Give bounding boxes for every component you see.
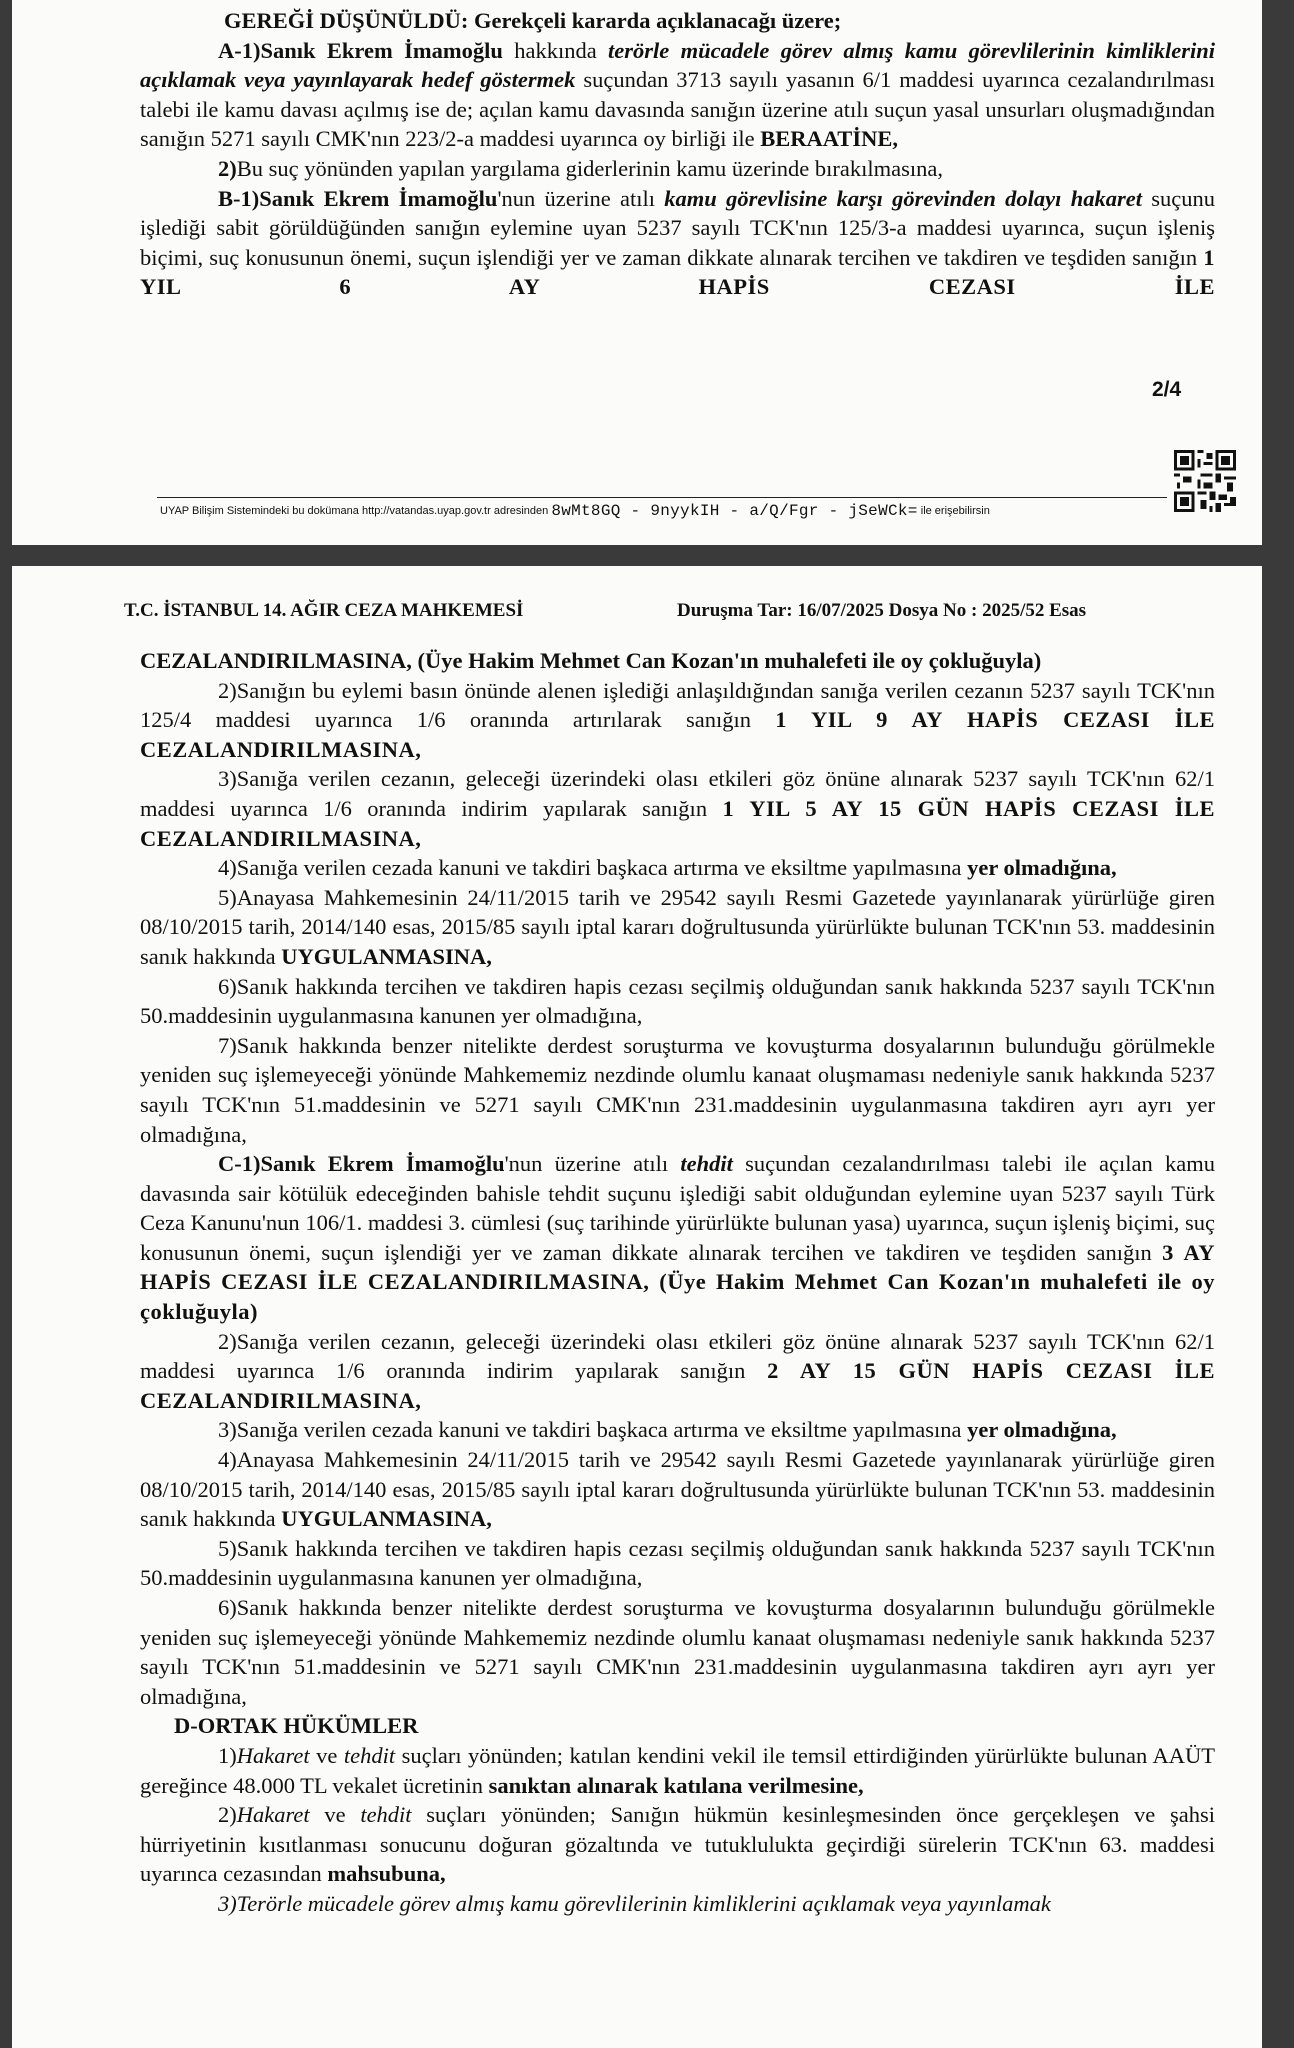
- paragraph-b7: 7)Sanık hakkında benzer nitelikte derdest soruşturma ve kovuşturma dosyalarının bulunduğu görülmekle yeniden suç işlemeyeceği yönünde Mahkememiz nezdinde olumlu kanaat oluşmaması nedeniyle sanık hakkında 5237 sayılı TCK'nın 51.maddesinin ve 5271 sayılı CMK'nın 231.maddesinin uygulanmasına takdiren ayrı ayrı yer olmadığına,: [140, 1032, 1215, 1147]
- d2-and: ve: [309, 1802, 361, 1828]
- d3-partial-text: 3)Terörle mücadele görev almış kamu görevlilerinin kimliklerini açıklamak veya yayınlamak: [218, 1890, 1051, 1916]
- d2-emphasis: mahsubuna,: [327, 1861, 446, 1887]
- paragraph-a2: [140, 154, 1215, 184]
- b1-defendant: Ekrem İmamoğlu: [323, 185, 498, 211]
- a1-charge: terörle mücadele görev almış kamu görevlilerinin kimliklerini açıklamak veya yayınlayarak hedef göstermek: [140, 37, 1215, 93]
- c1-text-2: suçundan cezalandırılması talebi ile açılan kamu davasında sair kötülük edeceğinden bahisle tehdit suçunu işlediği sabit olduğundan eylemine uyan 5237 sayılı Türk Ceza Kanunu'nun 106/1. maddesi 3. cümlesi (suç tarihinde yürürlükte bulunan yasa) uyarınca, suçun işleniş biçimi, suç konusunun önemi, suçun işlendiği yer ve zaman dikkate alınarak tercihen ve takdiren ve teşdiden sanığın: [140, 1151, 1215, 1265]
- court-name: T.C. İSTANBUL 14. AĞIR CEZA MAHKEMESİ: [124, 600, 524, 621]
- b1-sentence: 1 YIL 6 AY HAPİS CEZASI İLE: [140, 244, 1215, 300]
- b2-sentence: 1 YIL 9 AY HAPİS CEZASI İLE CEZALANDIRILMASINA,: [140, 707, 1216, 762]
- paragraph-c2: [140, 1327, 1215, 1416]
- paragraph-d1: [140, 1741, 1215, 1800]
- footer-access-code: 8wMt8GQ - 9nyykIH - a/Q/Fgr - jSeWCk=: [551, 502, 918, 520]
- paragraph-d3-partial: [140, 1889, 1215, 1919]
- b5-text: 5)Anayasa Mahkemesinin 24/11/2015 tarih ve 29542 sayılı Resmi Gazetede yayınlanarak yürürlüğe giren 08/10/2015 tarih, 2014/140 esas, 2015/85 sayılı iptal kararı doğrultusunda yürürlükte bulunan TCK'nın 53. maddesinin sanık hakkında: [140, 884, 1215, 969]
- section-d-heading: [140, 1711, 1215, 1741]
- paragraph-a1: [140, 36, 1215, 154]
- d2-text: suçları yönünden; Sanığın hükmün kesinleşmesinden önce gerçekleşen ve şahsi hürriyetinin kısıtlanması sonucunu doğuran gözaltında ve tutuklulukta geçirdiği sürelerin TCK'nın 63. maddesi uyarınca cezasından: [140, 1802, 1215, 1887]
- b4-emphasis: yer olmadığına,: [967, 855, 1117, 881]
- d1-label: 1): [218, 1742, 237, 1768]
- d1-charge-1: Hakaret: [236, 1742, 310, 1768]
- paragraph-c4: [140, 1445, 1215, 1534]
- paragraph-b4: [140, 853, 1215, 883]
- a1-text-2: suçundan 3713 sayılı yasanın 6/1 maddesi uyarınca cezalandırılması talebi ile kamu davası açılmış ise de; açılan kamu davasında sanığın üzerine atılı suçun yasal unsurları oluşmadığından sanığın 5271 sayılı CMK'nın 223/2-a maddesi uyarınca oy birliği ile: [140, 67, 1215, 152]
- verdict-heading: [140, 6, 1215, 36]
- verdict-heading-text: GEREĞİ DÜŞÜNÜLDÜ: Gerekçeli kararda açıklanacağı üzere;: [224, 8, 842, 33]
- paragraph-c3: [140, 1415, 1215, 1445]
- paragraph-c6: 6)Sanık hakkında benzer nitelikte derdest soruşturma ve kovuşturma dosyalarının bulunduğu görülmekle yeniden suç işlemeyeceği yönünde Mahkememiz nezdinde olumlu kanaat oluşmaması nedeniyle sanık hakkında 5237 sayılı TCK'nın 51.maddesinin ve 5271 sayılı CMK'nın 231.maddesinin uygulanmasına takdiren ayrı ayrı yer olmadığına,: [140, 1595, 1215, 1709]
- a2-label: 2): [218, 155, 237, 181]
- c1-defendant: Ekrem İmamoğlu: [327, 1151, 505, 1177]
- d2-charge-1: Hakaret: [236, 1802, 310, 1828]
- page2-content: [140, 646, 1215, 1919]
- c2-sentence: 2 AY 15 GÜN HAPİS CEZASI İLE CEZALANDIRILMASINA,: [140, 1358, 1215, 1413]
- page-number: 2/4: [1152, 378, 1182, 401]
- b3-text: 3)Sanığa verilen cezanın, geleceği üzerindeki olası etkileri göz önüne alınarak 5237 sayılı TCK'nın 62/1 maddesi uyarınca 1/6 oranında indirim yapılarak sanığın: [140, 766, 1215, 821]
- d2-charge-2: tehdit: [360, 1802, 412, 1828]
- a2-text: Bu suç yönünden yapılan yargılama giderlerinin kamu üzerinde bırakılmasına,: [236, 155, 944, 181]
- qr-code-icon: [1174, 450, 1236, 512]
- c3-emphasis: yer olmadığına,: [967, 1417, 1117, 1443]
- footer-text: UYAP Bilişim Sistemindeki bu dokümana http://vatandas.uyap.gov.tr adresinden: [160, 505, 552, 517]
- b2-text: 2)Sanığın bu eylemi basın önünde alenen işlediği anlaşıldığından sanığa verilen cezanın 5237 sayılı TCK'nın 125/4 maddesi uyarınca 1/6 oranında artırılarak sanığın: [140, 677, 1215, 733]
- page1-content: [140, 6, 1215, 302]
- b1-charge: kamu görevlisine karşı görevinden dolayı hakaret: [664, 185, 1142, 211]
- document-page-bottom: [12, 566, 1262, 2048]
- court-header: [124, 600, 1224, 622]
- paragraph-b2: [140, 676, 1215, 765]
- c3-text: 3)Sanığa verilen cezada kanuni ve takdiri başkaca artırma ve eksiltme yapılmasına: [218, 1417, 968, 1443]
- session-info: Duruşma Tar: 16/07/2025 Dosya No : 2025/52 Esas: [677, 600, 1087, 621]
- b5-emphasis: UYGULANMASINA,: [281, 943, 492, 969]
- paragraph-c1: [140, 1149, 1215, 1327]
- c4-text: 4)Anayasa Mahkemesinin 24/11/2015 tarih ve 29542 sayılı Resmi Gazetede yayınlanarak yürürlüğe giren 08/10/2015 tarih, 2014/140 esas, 2015/85 sayılı iptal kararı doğrultusunda yürürlükte bulunan TCK'nın 53. maddesinin sanık hakkında: [140, 1447, 1215, 1532]
- intro-line: CEZALANDIRILMASINA, (Üye Hakim Mehmet Can Kozan'ın muhalefeti ile oy çokluğuyla): [140, 648, 1042, 673]
- paragraph-b3: [140, 764, 1215, 853]
- d1-and: ve: [309, 1742, 344, 1768]
- document-page-top: [12, 0, 1262, 545]
- c1-charge: tehdit: [680, 1151, 733, 1177]
- c1-sentence: 3 AY HAPİS CEZASI İLE CEZALANDIRILMASINA, (Üye Hakim Mehmet Can Kozan'ın muhalefeti ile oy çokluğuyla): [140, 1239, 1215, 1325]
- paragraph-d2: [140, 1800, 1215, 1889]
- paragraph-c5: 5)Sanık hakkında tercihen ve takdiren hapis cezası seçilmiş olduğundan sanık hakkında 5237 sayılı TCK'nın 50.maddesinin uygulanmasına kanunen yer olmadığına,: [140, 1535, 1215, 1591]
- b4-text: 4)Sanığa verilen cezada kanuni ve takdiri başkaca artırma ve eksiltme yapılmasına: [218, 855, 968, 881]
- footer-tail: ile erişebilirsin: [917, 505, 990, 517]
- footer-divider: [157, 497, 1167, 498]
- a1-label: A-1)Sanık: [218, 37, 327, 63]
- a1-defendant: Ekrem İmamoğlu: [326, 37, 503, 63]
- c4-emphasis: UYGULANMASINA,: [281, 1506, 492, 1532]
- d1-emphasis: sanıktan alınarak katılana verilmesine,: [488, 1772, 864, 1798]
- a1-text-1: hakkında: [502, 37, 609, 63]
- paragraph-b6: 6)Sanık hakkında tercihen ve takdiren hapis cezası seçilmiş olduğundan sanık hakkında 5237 sayılı TCK'nın 50.maddesinin uygulanmasına kanunen yer olmadığına,: [140, 973, 1215, 1029]
- section-d-heading-text: D-ORTAK HÜKÜMLER: [174, 1713, 419, 1739]
- c1-label: C-1)Sanık: [218, 1151, 328, 1177]
- c2-text: 2)Sanığa verilen cezanın, geleceği üzerindeki olası etkileri göz önüne alınarak 5237 sayılı TCK'nın 62/1 maddesi uyarınca 1/6 oranında indirim yapılarak sanığın: [140, 1328, 1215, 1384]
- c1-text-1: 'nun üzerine atılı: [504, 1151, 681, 1177]
- b1-label: B-1)Sanık: [218, 185, 324, 211]
- paragraph-b5: [140, 883, 1215, 972]
- b1-text-1: 'nun üzerine atılı: [497, 185, 665, 211]
- b3-sentence: 1 YIL 5 AY 15 GÜN HAPİS CEZASI İLE CEZALANDIRILMASINA,: [140, 795, 1215, 851]
- d1-charge-2: tehdit: [343, 1742, 396, 1768]
- uyap-footer: [160, 502, 1180, 520]
- d1-text: suçları yönünden; katılan kendini vekil ile temsil ettirdiğinden yürürlükte bulunan AAÜT gereğince 48.000 TL vekalet ücretinin: [140, 1742, 1215, 1798]
- paragraph-b1: [140, 184, 1215, 302]
- b1-text-2: suçunu işlediği sabit görüldüğünden sanığın eylemine uyan 5237 sayılı TCK'nın 125/3-a maddesi uyarınca, suçun işleniş biçimi, suç konusunun önemi, suçun işlendiği yer ve zaman dikkate alınarak tercihen ve takdiren ve teşdiden sanığın: [140, 185, 1215, 270]
- a1-acquittal: BERAATİNE,: [760, 126, 898, 152]
- d2-label: 2): [218, 1802, 237, 1828]
